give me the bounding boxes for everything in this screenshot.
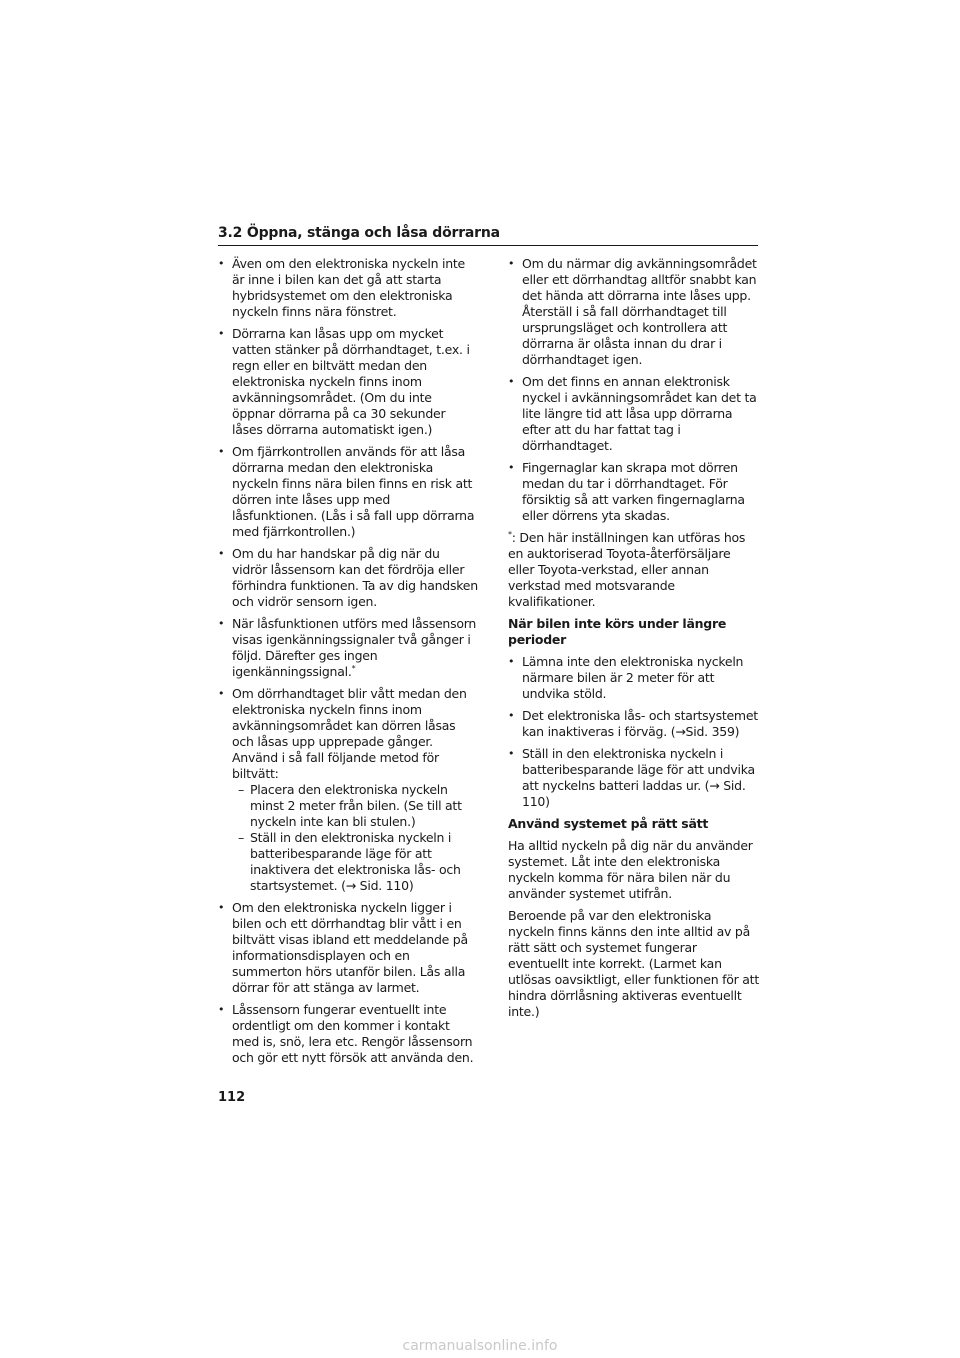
dash-sublist xyxy=(232,782,478,894)
right-column xyxy=(508,256,760,1026)
paragraph: Ha alltid nyckeln på dig när du använder systemet. Låt inte den elektroniska nyckeln komma för nära bilen när du använder systemet utifrån. xyxy=(508,838,753,901)
section-header xyxy=(218,225,758,246)
subheading-correct-use: Använd systemet på rätt sätt xyxy=(508,816,709,831)
right-bullet-list xyxy=(508,256,760,524)
section-title: 3.2 Öppna, stänga och låsa dörrarna xyxy=(218,225,500,241)
list-item: • Dörrarna kan låsas upp om mycket vatten stänker på dörrhandtaget, t.ex. i regn eller en biltvätt medan den elektroniska nyckeln finns inom avkänningsområdet. (Om du inte öppnar dörrarna på ca 30 sekunder låses dörrarna automatiskt igen.) xyxy=(218,326,478,438)
footnote-marker: * xyxy=(351,663,356,673)
paragraph: Beroende på var den elektroniska nyckeln finns känns den inte alltid av på rätt sätt och systemet fungerar eventuellt inte korrekt. (Larmet kan utlösas oavsiktligt, eller funktionen för att hindra dörrlåsning aktiveras eventuellt inte.) xyxy=(508,908,759,1019)
list-item: • Om fjärrkontrollen används för att låsa dörrarna medan den elektroniska nyckeln finns nära bilen finns en risk att dörren inte låses upp med låsfunktionen. (Lås i så fall upp dörrarna med fjärrkontrollen.) xyxy=(218,444,478,540)
storage-bullet-list xyxy=(508,654,760,810)
list-item: • Om dörrhandtaget blir vått medan den elektroniska nyckeln finns inom avkänningsområdet kan dörren låsas och låsas upp upprepade gånger. Använd i så fall följande metod för biltvätt: – Placera den elektroniska nyckeln minst 2 meter från bilen. (Se till att nyckeln inte kan bli stulen.) – Ställ in den elektroniska nyckeln i batteribesparande läge för att inaktivera det elektroniska lås- och startsystemet. (→ Sid. 110) xyxy=(218,686,478,894)
list-item: • Om den elektroniska nyckeln ligger i bilen och ett dörrhandtag blir vått i en biltvätt visas ibland ett meddelande på informationsdisplayen och en summerton hörs utanför bilen. Lås alla dörrar för att stänga av larmet. xyxy=(218,900,478,996)
sub-list-item: – Ställ in den elektroniska nyckeln i batteribesparande läge för att inaktivera det elektroniska lås- och startsystemet. (→ Sid. 110) xyxy=(238,830,478,894)
list-item: • Låssensorn fungerar eventuellt inte ordentligt om den kommer i kontakt med is, snö, lera etc. Rengör låssensorn och gör ett nytt försök att använda den. xyxy=(218,1002,478,1066)
left-bullet-list xyxy=(218,256,478,1066)
list-item: • Lämna inte den elektroniska nyckeln närmare bilen är 2 meter för att undvika stöld. xyxy=(508,654,760,702)
footnote-marker: * xyxy=(508,529,512,539)
list-item: • Om du närmar dig avkänningsområdet eller ett dörrhandtag alltför snabbt kan det hända att dörrarna inte låses upp. Återställ i så fall dörrhandtaget till ursprungsläget och kontrollera att dörrarna är olåsta innan du drar i dörrhandtaget igen. xyxy=(508,256,760,368)
list-item: • Det elektroniska lås- och startsystemet kan inaktiveras i förväg. (→Sid. 359) xyxy=(508,708,760,740)
list-item: • Fingernaglar kan skrapa mot dörren medan du tar i dörrhandtaget. För försiktig så att varken fingernaglarna eller dörrens yta skadas. xyxy=(508,460,760,524)
page-number: 112 xyxy=(218,1090,246,1105)
subheading-storage: När bilen inte körs under längre perioder xyxy=(508,616,727,647)
footnote: *: Den här inställningen kan utföras hos en auktoriserad Toyota-återförsäljare eller Toyota-verkstad, eller annan verkstad med motsvarande kvalifikationer. xyxy=(508,529,746,609)
list-item: • Om du har handskar på dig när du vidrör låssensorn kan det fördröja eller förhindra funktionen. Ta av dig handsken och vidrör sensorn igen. xyxy=(218,546,478,610)
sub-list-item: – Placera den elektroniska nyckeln minst 2 meter från bilen. (Se till att nyckeln inte kan bli stulen.) xyxy=(238,782,478,830)
left-column xyxy=(218,256,478,1072)
watermark: carmanualsonline.info xyxy=(402,1338,558,1354)
list-item: • När låsfunktionen utförs med låssensorn visas igenkänningssignaler två gånger i följd. Därefter ges ingen igenkänningssignal.* xyxy=(218,616,478,680)
list-item: • Ställ in den elektroniska nyckeln i batteribesparande läge för att undvika att nyckelns batteri laddas ur. (→ Sid. 110) xyxy=(508,746,760,810)
list-item: • Om det finns en annan elektronisk nyckel i avkänningsområdet kan det ta lite längre tid att låsa upp dörrarna efter att du har fattat tag i dörrhandtaget. xyxy=(508,374,760,454)
list-item: • Även om den elektroniska nyckeln inte är inne i bilen kan det gå att starta hybridsystemet om den elektroniska nyckeln finns nära fönstret. xyxy=(218,256,478,320)
